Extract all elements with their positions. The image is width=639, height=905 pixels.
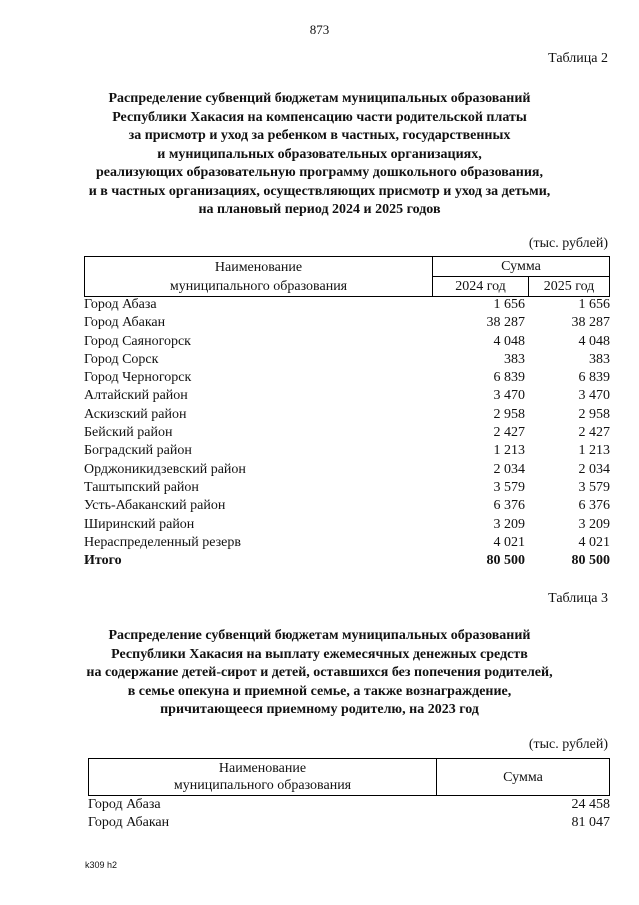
header-sum-cell: Сумма bbox=[437, 759, 610, 796]
total-label: Итого bbox=[84, 553, 122, 569]
row-name: Бейский район bbox=[84, 425, 173, 441]
header-year-2024: 2024 год bbox=[433, 277, 529, 297]
header-name-line2: муниципального образования bbox=[173, 778, 352, 793]
footer-code: k309 h2 bbox=[85, 860, 118, 870]
row-value-2024: 1 656 bbox=[493, 297, 525, 312]
table-row bbox=[84, 534, 610, 552]
heading-line: и муниципальных образовательных организациях, bbox=[157, 146, 482, 162]
header-year-2025: 2025 год bbox=[529, 277, 610, 297]
row-value-2024: 383 bbox=[504, 351, 525, 367]
table3-unit: (тыс. рублей) bbox=[528, 737, 608, 752]
table2-label: Таблица 2 bbox=[548, 51, 608, 66]
row-name: Город Абаза bbox=[84, 297, 157, 312]
row-name: Город Черногорск bbox=[84, 370, 192, 386]
row-value-2025: 2 427 bbox=[578, 425, 610, 441]
row-value-2024: 4 021 bbox=[493, 534, 525, 550]
table2-header bbox=[84, 256, 610, 297]
row-name: Город Сорск bbox=[84, 351, 159, 367]
heading-line: на содержание детей-сирот и детей, оставшихся без попечения родителей, bbox=[86, 665, 553, 680]
row-value-2024: 2 427 bbox=[493, 425, 525, 441]
row-value-2025: 4 048 bbox=[578, 333, 610, 349]
heading-line: Республики Хакасия на выплату ежемесячных денежных средств bbox=[111, 646, 528, 662]
header-name-line1: Наименование bbox=[214, 259, 303, 275]
row-value-2024: 6 839 bbox=[493, 370, 525, 386]
row-name: Ширинский район bbox=[84, 516, 195, 532]
header-name-cell bbox=[85, 257, 433, 297]
row-name: Аскизский район bbox=[84, 406, 187, 422]
table-row bbox=[84, 406, 610, 424]
heading-line: Республики Хакасия на компенсацию части родительской платы bbox=[112, 109, 527, 125]
heading-line: причитающееся приемному родителю, на 2023 год bbox=[160, 702, 479, 717]
row-value-2024: 2 034 bbox=[493, 461, 525, 477]
row-value-2025: 1 213 bbox=[578, 443, 610, 459]
table2-body bbox=[84, 296, 610, 570]
row-name: Город Абакан bbox=[84, 315, 166, 331]
row-value-2024: 3 470 bbox=[493, 388, 525, 404]
row-value: 24 458 bbox=[571, 797, 610, 812]
heading-line: Распределение субвенций бюджетам муниципальных образований bbox=[108, 91, 531, 106]
row-name: Орджоникидзевский район bbox=[84, 461, 246, 477]
total-value-2025: 80 500 bbox=[571, 553, 610, 569]
table3-body bbox=[88, 796, 610, 833]
row-value-2025: 38 287 bbox=[571, 315, 610, 331]
table-row bbox=[88, 814, 610, 832]
row-name: Город Абакан bbox=[88, 815, 170, 831]
row-name: Город Абаза bbox=[88, 797, 161, 812]
heading-line: в семье опекуна и приемной семье, а также вознаграждение, bbox=[127, 683, 512, 699]
table-row bbox=[84, 314, 610, 332]
row-value: 81 047 bbox=[571, 815, 610, 831]
row-name: Боградский район bbox=[84, 443, 192, 459]
row-value-2025: 4 021 bbox=[578, 534, 610, 550]
row-value-2025: 3 579 bbox=[578, 479, 610, 495]
total-value-2024: 80 500 bbox=[486, 553, 525, 569]
row-value-2025: 3 470 bbox=[578, 388, 610, 404]
total-row bbox=[84, 552, 610, 570]
row-value-2024: 38 287 bbox=[486, 315, 525, 331]
table-row bbox=[84, 497, 610, 515]
row-value-2025: 6 839 bbox=[578, 370, 610, 386]
row-value-2025: 2 034 bbox=[578, 461, 610, 477]
table-row bbox=[84, 296, 610, 314]
row-value-2025: 383 bbox=[589, 351, 610, 367]
row-value-2024: 4 048 bbox=[493, 333, 525, 349]
table-row bbox=[84, 387, 610, 405]
table-row bbox=[84, 516, 610, 534]
row-value-2024: 2 958 bbox=[493, 406, 525, 422]
header-sum-cell: Сумма bbox=[433, 257, 610, 277]
heading-line: и в частных организациях, осуществляющих присмотр и уход за детьми, bbox=[88, 183, 551, 199]
row-value-2025: 2 958 bbox=[578, 406, 610, 422]
table-row bbox=[84, 424, 610, 442]
row-value-2024: 3 579 bbox=[493, 479, 525, 495]
row-value-2024: 6 376 bbox=[493, 498, 525, 514]
page-number: 873 bbox=[309, 22, 330, 37]
heading-line: Распределение субвенций бюджетам муниципальных образований bbox=[108, 628, 531, 643]
table-row bbox=[84, 461, 610, 479]
row-name: Таштыпский район bbox=[84, 479, 199, 495]
row-name: Алтайский район bbox=[84, 388, 188, 404]
heading-line: реализующих образовательную программу дошкольного образования, bbox=[95, 165, 543, 180]
table-row bbox=[84, 369, 610, 387]
row-value-2025: 6 376 bbox=[578, 498, 610, 514]
table3-header bbox=[88, 758, 610, 796]
header-name-cell bbox=[89, 759, 437, 796]
header-name-line1: Наименование bbox=[218, 761, 307, 776]
table-row bbox=[88, 796, 610, 814]
row-value-2024: 1 213 bbox=[493, 443, 525, 459]
header-name-line2: муниципального образования bbox=[169, 278, 348, 294]
row-value-2025: 3 209 bbox=[578, 516, 610, 532]
row-value-2024: 3 209 bbox=[493, 516, 525, 532]
table-row bbox=[84, 333, 610, 351]
table-row bbox=[84, 479, 610, 497]
row-name: Город Саяногорск bbox=[84, 333, 191, 349]
row-value-2025: 1 656 bbox=[578, 297, 610, 312]
table-row bbox=[84, 351, 610, 369]
heading-line: за присмотр и уход за ребенком в частных, государственных bbox=[128, 128, 511, 143]
table3-heading bbox=[0, 627, 639, 720]
heading-line: на плановый период 2024 и 2025 годов bbox=[198, 202, 441, 217]
table3-label: Таблица 3 bbox=[548, 591, 608, 606]
table2-unit: (тыс. рублей) bbox=[528, 236, 608, 251]
row-name: Нераспределенный резерв bbox=[84, 534, 241, 550]
table2-heading bbox=[0, 90, 639, 220]
table-row bbox=[84, 442, 610, 460]
row-name: Усть-Абаканский район bbox=[84, 498, 226, 514]
